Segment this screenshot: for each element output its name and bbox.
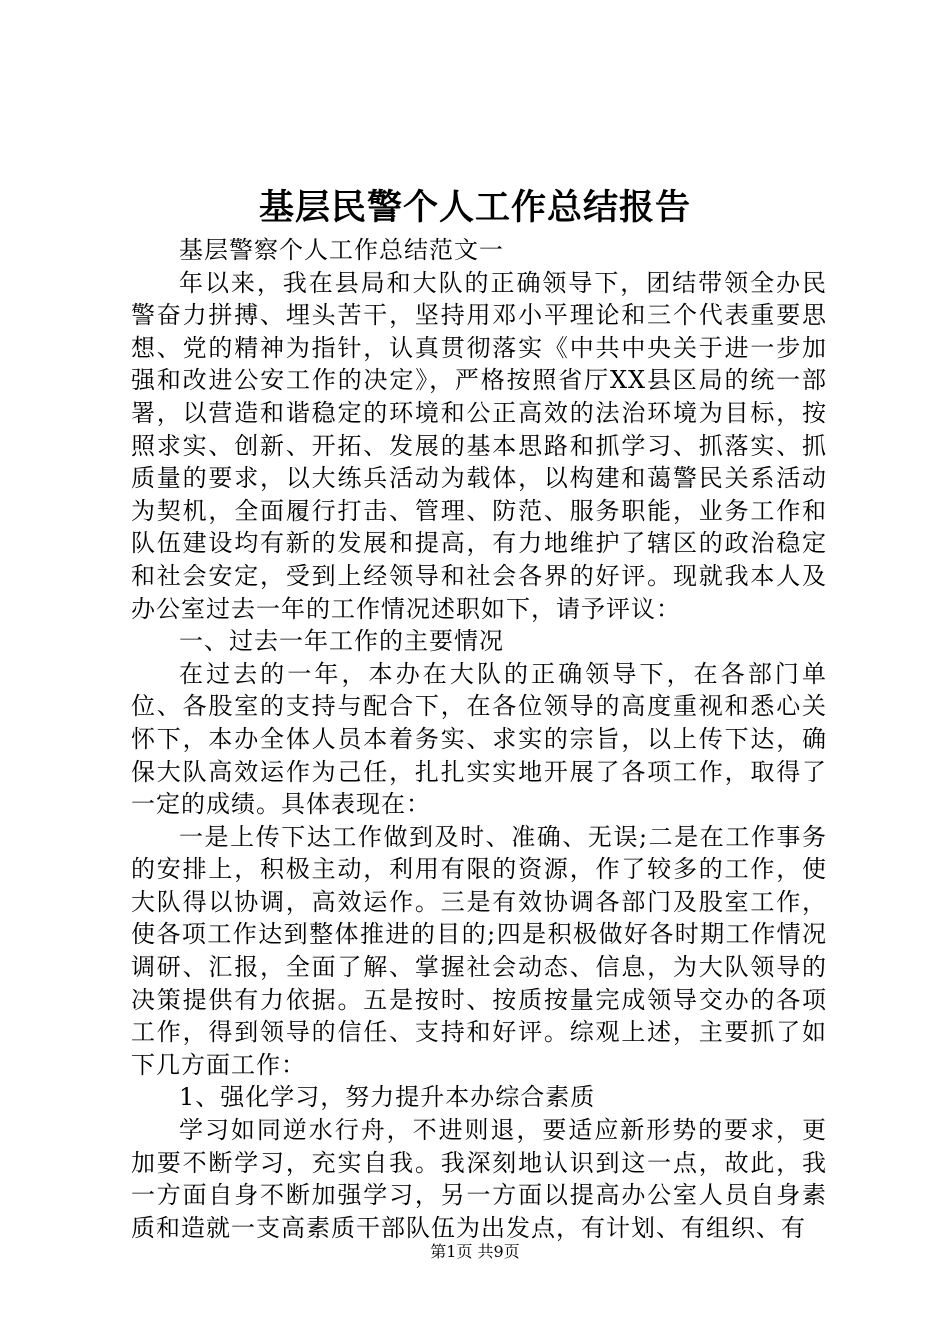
subsection-heading: 1、强化学习，努力提升本办综合素质 [179,1083,596,1112]
paragraph: 在过去的一年，本办在大队的正确领导下，在各部门单位、各股室的支持与配合下，在各位领导的高度重视和悉心关怀下，本办全体人员本着务实、求实的宗旨，以上传下达，确保大队高效运作为己任，扎扎实实地开展了各项工作，取得了一定的成绩。具体表现在： [131,659,827,819]
paragraph-intro: 年以来，我在县局和大队的正确领导下，团结带领全办民警奋力拼搏、埋头苦干，坚持用邓小平理论和三个代表重要思想、党的精神为指针，认真贯彻落实《中共中央关于进一步加强和改进公安工作的决定》，严格按照省厅XX县区局的统一部署，以营造和谐稳定的环境和公正高效的法治环境为目标，按照求实、创新、开拓、发展的基本思路和抓学习、抓落实、抓质量的要求，以大练兵活动为载体，以构建和蔼警民关系活动为契机，全面履行打击、管理、防范、服务职能，业务工作和队伍建设均有新的发展和提高，有力地维护了辖区的政治稳定和社会安定，受到上经领导和社会各界的好评。现就我本人及办公室过去一年的工作情况述职如下，请予评议： [131,268,827,623]
paragraph-subtitle: 基层警察个人工作总结范文一 [179,236,504,264]
document-body [131,234,827,1244]
document-title: 基层民警个人工作总结报告 [258,187,691,228]
page-footer: 第1页 共9页 [430,1242,520,1261]
paragraph: 学习如同逆水行舟，不进则退，要适应新形势的要求，更加要不断学习，充实自我。我深刻地认识到这一点，故此，我一方面自身不断加强学习，另一方面以提高办公室人员自身素质和造就一支高素质干部队伍为出发点，有计划、有组织、有 [131,1116,827,1242]
paragraph: 一是上传下达工作做到及时、准确、无误;二是在工作事务的安排上，积极主动，利用有限的资源，作了较多的工作，使大队得以协调，高效运作。三是有效协调各部门及股室工作，使各项工作达到整体推进的目的;四是积极做好各时期工作情况调研、汇报，全面了解、掌握社会动态、信息，为大队领导的决策提供有力依据。五是按时、按质按量完成领导交办的各项工作，得到领导的信任、支持和好评。综观上述，主要抓了如下几方面工作： [131,822,827,1079]
section-heading: 一、过去一年工作的主要情况 [179,627,504,656]
